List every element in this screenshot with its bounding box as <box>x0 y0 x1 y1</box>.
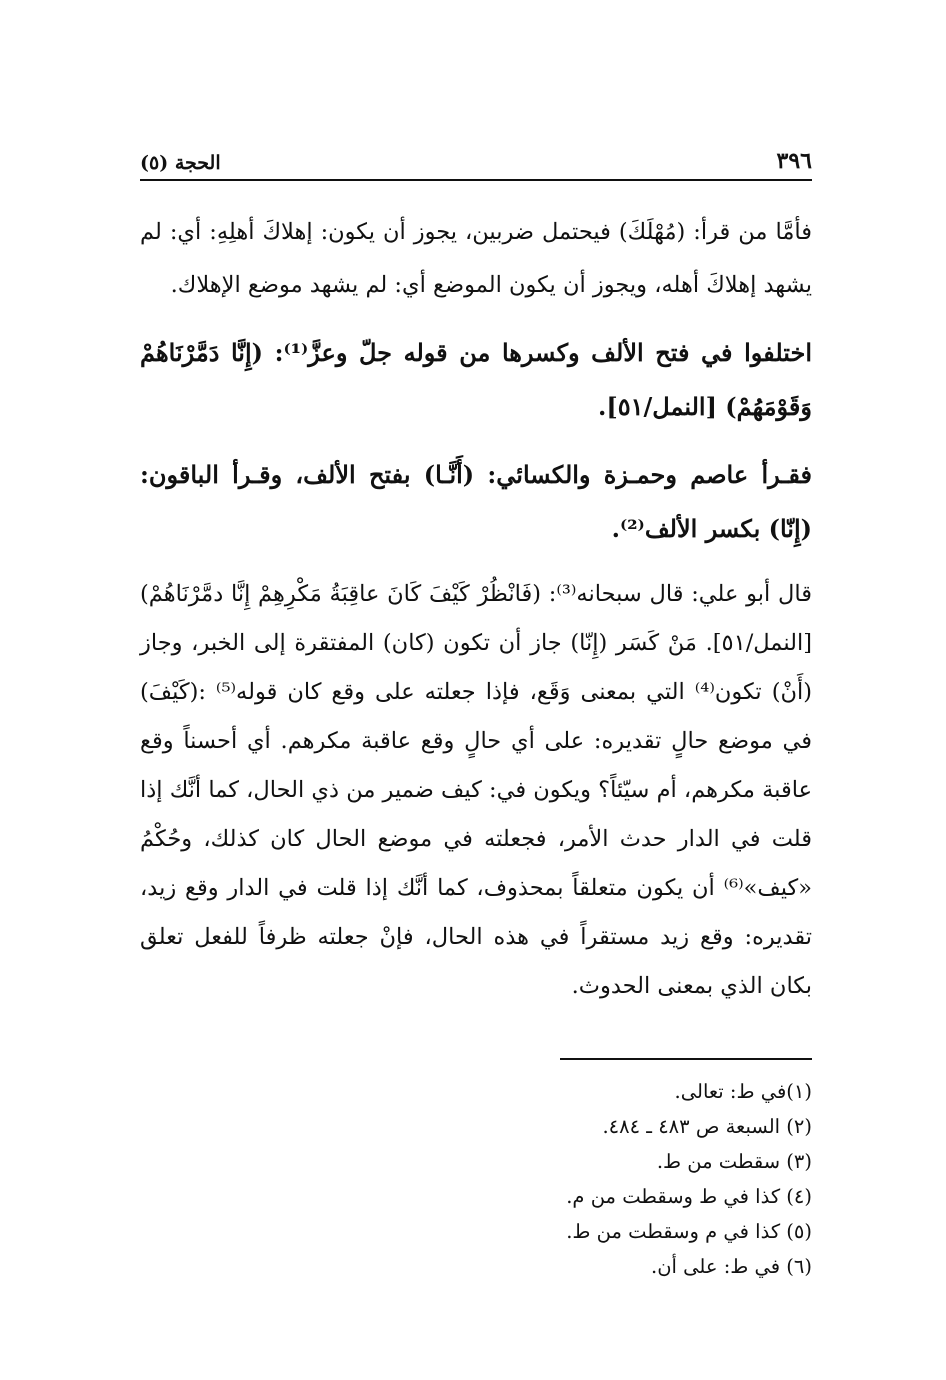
footnote-3: (٣) سقطت من ط. <box>656 1150 812 1173</box>
footnote-4: (٤) كذا في ط وسقطت من م. <box>566 1185 812 1208</box>
paragraph-4: قال أبو علي: قال سبحانه⁽³⁾: (فَانْظُرْ كَيْفَ كَانَ عاقِبَةُ مَكْرِهِمْ إِنَّا دمَّرْنَاهُمْ) [النمل/٥١]. مَنْ كَسَر (إِنّا) جاز أن تكون (كان) المفتقرة إلى الخبر، وجاز (أَنْ) تكون⁽⁴⁾ التي بمعنى وَقَع، فإذا جعلته على وقع كان قوله⁽⁵⁾ :(كَيْفَ) في موضع حالٍ تقديره: على أي حالٍ وقع عاقبة مكرهم. أي أحسناً وقع عاقبة مكرهم، أم سيّئاً؟ ويكون في: كيف ضمير من ذي الحال، كما أنَّك إذا قلت في الدار حدث الأمر، فجعلته في موضع الحال كان كذلك، وحُكْمُ «كيف»⁽⁶⁾ أن يكون متعلقاً بمحذوف، كما أنَّك إذا قلت في الدار وقع زيد، تقديره: وقع زيد مستقراً في هذه الحال، فإنْ جعلته ظرفاً للفعل تعلق بكان الذي بمعنى الحدوث. <box>140 581 813 999</box>
paragraph-2: اختلفوا في فتح الألف وكسرها من قوله جلّ وعزَّ⁽¹⁾: (إِنَّا دَمَّرْنَاهُمْ وَقَوْمَهُمْ) [النمل/٥١]. <box>140 338 813 421</box>
footnote-6: (٦) في ط: على أن. <box>651 1255 812 1278</box>
header-divider <box>140 179 812 181</box>
footnote-divider <box>560 1058 812 1060</box>
running-title: الحجة (٥) <box>140 152 221 174</box>
footnote-1: (١)في ط: تعالى. <box>674 1080 812 1103</box>
footnote-5: (٥) كذا في م وسقطت من ط. <box>566 1220 812 1243</box>
paragraph-3: فقـرأ عاصم وحمـزة والكسائي: (أَنَّـا) بفتح الألف، وقـرأ الباقون: (إِنّا) بكسر الألف⁽²⁾. <box>140 460 812 543</box>
page-body <box>140 206 812 1025</box>
paragraph-1: فأمَّا من قرأ: (مُهْلَكَ) فيحتمل ضربين، يجوز أن يكون: إهلاكَ أهلِهِ: أي: لم يشهد إهلاكَ أهله، ويجوز أن يكون الموضع أي: لم يشهد موضع الإهلاك. <box>140 219 812 298</box>
footnote-2: (٢) السبعة ص ٤٨٣ ـ ٤٨٤. <box>602 1115 812 1138</box>
footnotes <box>140 1074 812 1284</box>
page-number: ٣٩٦ <box>776 148 812 174</box>
page-header <box>140 138 812 174</box>
